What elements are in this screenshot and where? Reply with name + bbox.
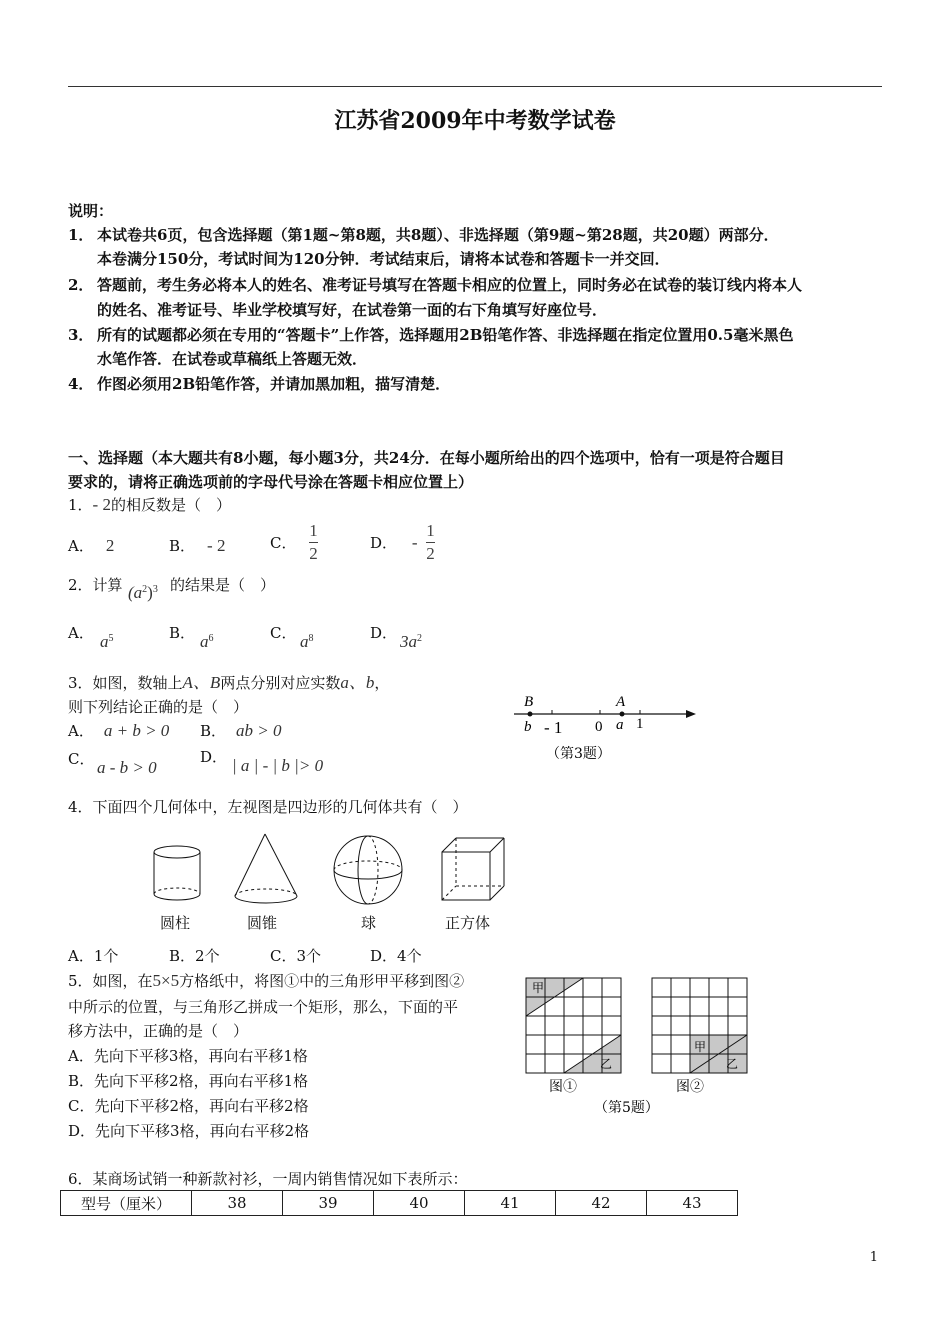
- label-b: b: [524, 719, 532, 735]
- instruction-4-line1: 作图必须用2B铅笔作答，并请加黑加粗，描写清楚．: [97, 375, 451, 393]
- cube-shape: [442, 838, 504, 900]
- q4-option-d: D．4个: [370, 947, 422, 965]
- q2-option-b-label: B．: [169, 624, 196, 642]
- q5-option-d: D．先向下平移3格，再向右平移2格: [68, 1122, 310, 1140]
- q1-expression: - 2: [92, 495, 111, 514]
- shape-label-cube: 正方体: [445, 914, 491, 932]
- instruction-2-num: 2．: [68, 276, 94, 294]
- q4-option-c: C．3个: [270, 947, 322, 965]
- section1-heading-line2: 要求的，请将正确选项前的字母代号涂在答题卡相应位置上）: [68, 473, 474, 491]
- instruction-3-line2: 水笔作答．在试卷或草稿纸上答题无效．: [97, 350, 368, 368]
- label-yi-fig2: 乙: [726, 1057, 739, 1071]
- q3-number-line-figure: [510, 688, 710, 768]
- q1-option-a: A． 2: [68, 536, 115, 555]
- shape-label-cylinder: 圆柱: [160, 914, 191, 932]
- q2-option-b-value: $a^6$: [200, 632, 214, 651]
- shape-label-cone: 圆锥: [247, 914, 278, 932]
- q4-stem: 4．下面四个几何体中，左视图是四边形的几何体共有（ ）: [68, 798, 468, 816]
- q4-option-a: A．1个: [68, 947, 119, 965]
- top-rule: [68, 86, 882, 87]
- q2-option-d-value: $3a^2$: [400, 632, 422, 651]
- q2-expression: $(a^2)^3$: [128, 583, 158, 602]
- grid-figure-2: [652, 978, 747, 1073]
- q2-option-a-value: $a^5$: [100, 632, 114, 651]
- instruction-4-num: 4．: [68, 375, 94, 393]
- grid-figure-1: [526, 978, 621, 1073]
- instruction-1-line2: 本卷满分150分，考试时间为120分钟．考试结束后，请将本试卷和答题卡一并交回．: [97, 250, 670, 268]
- point-b: [528, 712, 533, 717]
- label-0: 0: [595, 719, 603, 735]
- q5-stem-line1: 5．如图，在5×5方格纸中，将图①中的三角形甲平移到图②: [68, 971, 465, 990]
- instructions-heading: 说明：: [68, 202, 114, 220]
- q6-size-table: [60, 1190, 738, 1216]
- q1-c-fraction: $\frac{1}{2}$: [309, 521, 318, 563]
- label-neg1: - 1: [544, 718, 563, 737]
- q5-stem-line3: 移方法中，正确的是（ ）: [68, 1022, 249, 1040]
- fig2-caption: 图②: [676, 1079, 704, 1095]
- q3-option-d-expr: | a | - | b |> 0: [232, 756, 324, 775]
- label-yi-fig1: 乙: [600, 1057, 613, 1071]
- q3-option-c-label: C．: [68, 750, 95, 768]
- q2-option-d-label: D．: [370, 624, 398, 642]
- label-B: B: [524, 694, 534, 710]
- q2-stem: 2．计算: [68, 576, 123, 594]
- q2-option-c-label: C．: [270, 624, 297, 642]
- table-cell: 40: [374, 1191, 465, 1216]
- q3-option-a: A． a + b > 0: [68, 721, 170, 740]
- q5-option-b: B．先向下平移2格，再向右平移1格: [68, 1072, 309, 1090]
- q2-option-a-label: A．: [68, 624, 94, 642]
- q1-option-c: C． $\frac{1}{2}$: [270, 521, 318, 563]
- q4-option-b: B．2个: [169, 947, 220, 965]
- q5-option-c: C．先向下平移2格，再向右平移2格: [68, 1097, 309, 1115]
- q5-option-a: A．先向下平移3格，再向右平移1格: [68, 1047, 308, 1065]
- sphere-shape: [334, 836, 402, 904]
- q1-suffix: 的相反数是（ ）: [110, 496, 231, 514]
- q3-option-d-label: D．: [200, 748, 228, 766]
- instruction-2-line2: 的姓名、准考证号、毕业学校填写好，在试卷第一面的右下角填写好座位号．: [97, 301, 608, 319]
- table-cell: 39: [283, 1191, 374, 1216]
- q2-option-c-value: $a^8$: [300, 632, 314, 651]
- q1-stem: [68, 494, 231, 515]
- q3-option-c-expr: a - b > 0: [97, 758, 157, 777]
- table-cell: 38: [192, 1191, 283, 1216]
- table-row: [61, 1191, 738, 1216]
- q1-number: 1．: [68, 496, 93, 514]
- point-a: [620, 712, 625, 717]
- label-jia-fig1: 甲: [532, 981, 545, 995]
- q5-caption: （第5题）: [594, 1100, 659, 1115]
- cylinder-shape: [154, 846, 200, 900]
- instruction-1-line1: 本试卷共6页，包含选择题（第1题~第8题，共8题）、非选择题（第9题~第28题，共20题）两部分．: [97, 226, 779, 244]
- q1-option-b: B． - 2: [169, 536, 226, 555]
- instruction-3-num: 3．: [68, 326, 94, 344]
- q3-stem-line2: 则下列结论正确的是（ ）: [68, 698, 249, 716]
- q3-option-b: B． ab > 0: [200, 721, 282, 740]
- label-jia-fig2: 甲: [694, 1040, 707, 1054]
- instruction-1-num: 1．: [68, 226, 94, 244]
- q1-option-d: D． - $\frac{1}{2}$: [370, 521, 435, 563]
- q1-d-fraction: $\frac{1}{2}$: [426, 521, 435, 563]
- page-number: 1: [869, 1250, 878, 1265]
- q6-stem: 6．某商场试销一种新款衬衫，一周内销售情况如下表所示：: [68, 1170, 468, 1188]
- instruction-2-line1: 答题前，考生务必将本人的姓名、准考证号填写在答题卡相应的位置上，同时务必在试卷的装订线内将本人: [97, 276, 803, 294]
- label-A: A: [616, 694, 626, 710]
- label-1: 1: [636, 716, 644, 732]
- q5-stem-line2: 中所示的位置，与三角形乙拼成一个矩形，那么，下面的平: [68, 998, 459, 1016]
- fig1-caption: 图①: [549, 1079, 577, 1095]
- q5-grid-figures: [524, 975, 764, 1115]
- table-header-cell: 型号（厘米）: [61, 1191, 192, 1216]
- table-cell: 41: [465, 1191, 556, 1216]
- table-cell: 43: [647, 1191, 738, 1216]
- q3-caption: （第3题）: [546, 746, 611, 762]
- label-a: a: [616, 717, 624, 733]
- q3-stem-line1: 3．如图，数轴上A、B两点分别对应实数a、b，: [68, 673, 390, 692]
- instruction-3-line1: 所有的试题都必须在专用的“答题卡”上作答，选择题用2B铅笔作答、非选择题在指定位置用0.5毫米黑色: [97, 326, 794, 344]
- q2-suffix: 的结果是（ ）: [170, 576, 276, 594]
- section1-heading-line1: 一、选择题（本大题共有8小题，每小题3分，共24分．在每小题所给出的四个选项中，恰有一项是符合题目: [68, 449, 785, 467]
- cone-shape: [235, 834, 297, 903]
- page-title: 江苏省2009年中考数学试卷: [334, 108, 616, 134]
- table-cell: 42: [556, 1191, 647, 1216]
- shape-label-sphere: 球: [361, 914, 377, 932]
- number-line-arrow: [686, 710, 696, 718]
